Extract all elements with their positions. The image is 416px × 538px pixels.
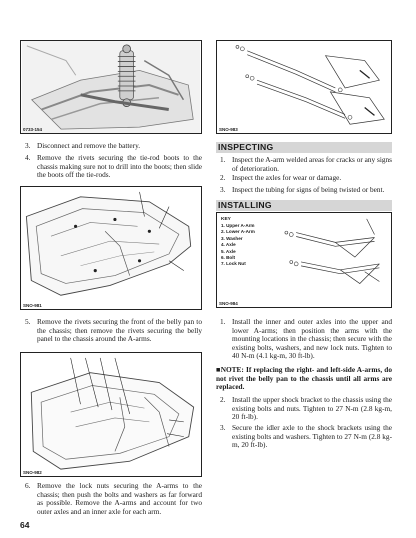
note-text: NOTE: If replacing the right- and left-side A-arms, do not rivet the belly pan to the chassis until all arms are replaced. [216, 365, 392, 392]
step-text: Remove the lock nuts securing the A-arms to the chassis; then push the bolts and washers as far forward as possible. Remove the A-arms and account for two outer axles and an inner axle for each arm. [37, 481, 202, 516]
key-item: 4. Axle [221, 242, 236, 248]
page-number: 64 [20, 520, 30, 530]
figure-a-arm-exploded [216, 40, 392, 134]
figure-id-label: SNO-983 [219, 127, 238, 132]
step-6-remove-lock-nuts [25, 482, 202, 516]
key-item: 5. Axle [221, 248, 236, 254]
step-5-belly-pan-rivets [25, 318, 202, 344]
figure-installing-key [216, 212, 392, 308]
step-4-tie-rod-boots [25, 154, 202, 180]
installing-heading: INSTALLING [216, 200, 392, 211]
step-text: Inspect the axles for wear or damage. [232, 173, 342, 182]
figure-id-label: 0733-154 [23, 127, 43, 132]
key-item: 3. Washer [221, 235, 243, 241]
step-number: 4. [25, 153, 31, 162]
note-symbol: ■ [216, 365, 221, 374]
step-3-disconnect-battery [25, 142, 202, 151]
replace-arms-note [216, 366, 392, 392]
parts-key [221, 217, 287, 268]
step-number: 6. [25, 481, 31, 490]
key-title: KEY [221, 217, 231, 222]
step-text: Install the upper shock bracket to the chassis using the existing bolts and nuts. Tighten to 27 N-m (2.8 kg-m, 20 ft-lb). [232, 395, 392, 422]
shock-chassis-illustration [21, 41, 201, 133]
belly-pan-illustration [21, 187, 201, 309]
key-item: 6. Bolt [221, 255, 236, 261]
figure-a-arm-lock-nuts [20, 352, 202, 477]
figure-id-label: SNO-981 [23, 303, 42, 308]
figure-id-label: SNO-984 [219, 301, 238, 306]
step-text: Secure the idler axle to the shock brackets using the existing bolts and washers. Tighten to 27 N-m (2.8 kg-m, 20 ft-lb). [232, 423, 392, 450]
step-number: 2. [220, 173, 226, 182]
step-text: Inspect the tubing for signs of being twisted or bent. [232, 185, 385, 194]
figure-shock-chassis [20, 40, 202, 134]
step-text: Install the inner and outer axles into the upper and lower A-arms; then position the arms with the mounting locations in the chassis; then secure with the existing bolts, washers, and new lock nuts. Tighten to 40 N-m (4.1 kg-m, 30 ft-lb). [232, 317, 392, 361]
key-item: 2. Lower A-Arm [221, 229, 255, 235]
inspecting-heading: INSPECTING [216, 142, 392, 153]
a-arm-exploded-illustration [217, 41, 391, 133]
inspect-step-3 [220, 186, 392, 195]
figure-belly-pan [20, 186, 202, 310]
step-number: 2. [220, 395, 226, 404]
install-step-1 [220, 318, 392, 361]
inspect-step-1 [220, 156, 392, 173]
figure-id-label: SNO-982 [23, 470, 42, 475]
step-text: Remove the rivets securing the tie-rod boots to the chassis making sure not to drill into the boots; then slide the boots off the tie-rods. [37, 153, 202, 180]
step-number: 1. [220, 155, 226, 164]
key-item: 1. Upper A-Arm [221, 223, 255, 228]
inspect-step-2 [220, 174, 392, 183]
a-arm-chassis-illustration [21, 353, 201, 476]
step-text: Inspect the A-arm welded areas for cracks or any signs of deterioration. [232, 155, 392, 173]
install-step-2 [220, 396, 392, 422]
step-number: 3. [25, 141, 31, 150]
install-step-3 [220, 424, 392, 450]
step-text: Remove the rivets securing the front of the belly pan to the chassis; then remove the rivets securing the belly panel to the chassis around the A-arms. [37, 317, 202, 344]
step-number: 1. [220, 317, 226, 326]
step-number: 5. [25, 317, 31, 326]
step-number: 3. [220, 423, 226, 432]
step-number: 3. [220, 185, 226, 194]
key-item: 7. Lock Nut [221, 261, 246, 267]
step-text: Disconnect and remove the battery. [37, 141, 141, 150]
